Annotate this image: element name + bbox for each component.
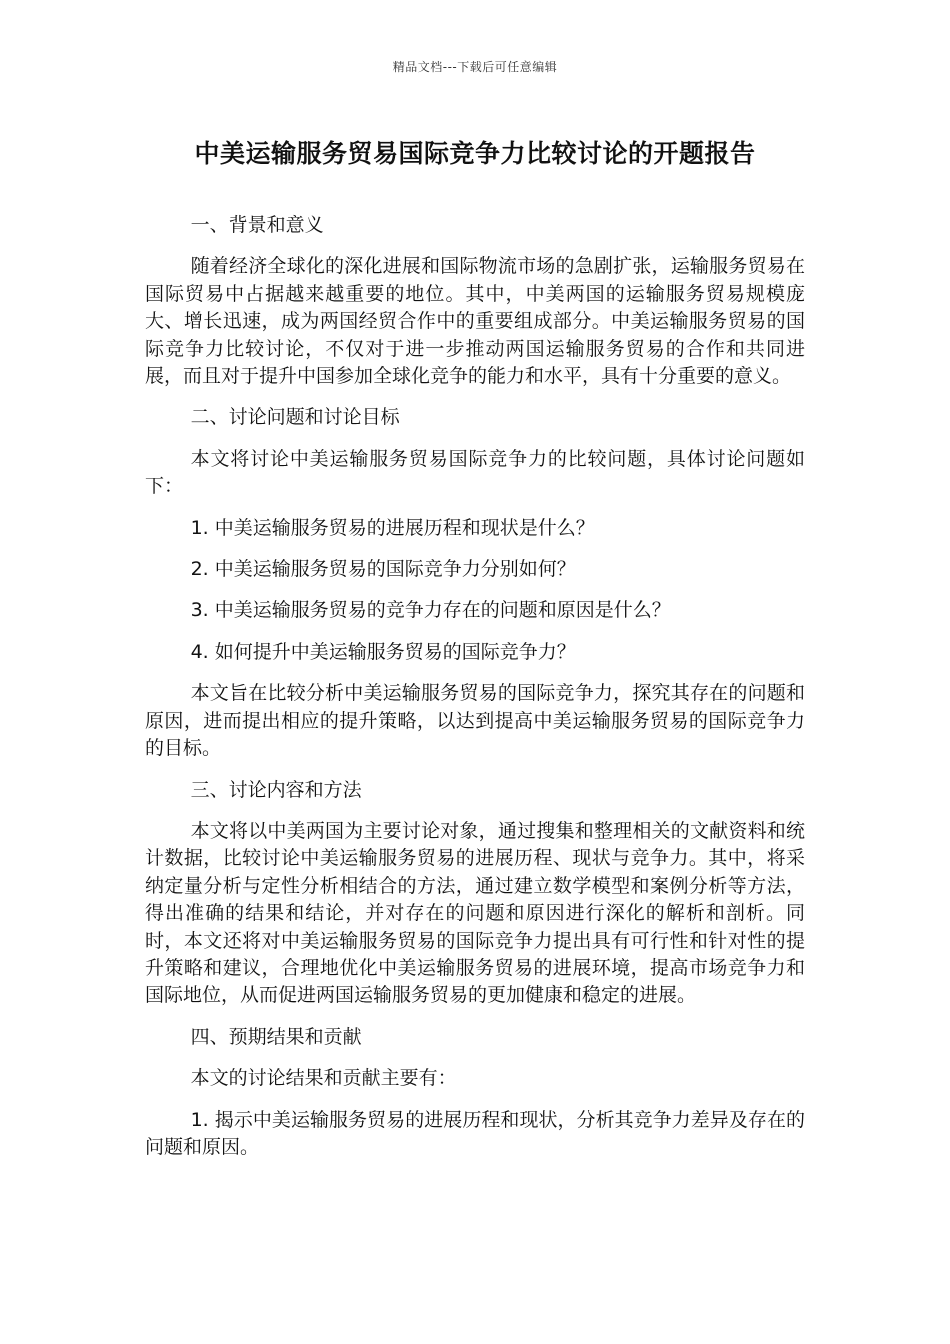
section-heading-results: 四、预期结果和贡献 [190, 1025, 362, 1048]
list-item-question-4: 4. 如何提升中美运输服务贸易的国际竞争力？ [190, 640, 576, 663]
paragraph-questions-intro: 本文将讨论中美运输服务贸易国际竞争力的比较问题，具体讨论问题如下： [145, 447, 805, 498]
list-item-question-2: 2. 中美运输服务贸易的国际竞争力分别如何？ [190, 558, 576, 581]
section-heading-questions: 二、讨论问题和讨论目标 [190, 406, 400, 429]
list-item-result-1: 1. 揭示中美运输服务贸易的进展历程和现状，分析其竞争力差异及存在的问题和原因。 [145, 1108, 805, 1158]
section-heading-background: 一、背景和意义 [190, 214, 324, 236]
document-title: 中美运输服务贸易国际竞争力比较讨论的开题报告 [194, 139, 756, 168]
section-heading-methods: 三、讨论内容和方法 [190, 778, 362, 801]
list-item-question-3: 3. 中美运输服务贸易的竞争力存在的问题和原因是什么？ [190, 599, 671, 622]
paragraph-results-intro: 本文的讨论结果和贡献主要有： [190, 1067, 457, 1090]
list-item-question-1: 1. 中美运输服务贸易的进展历程和现状是什么？ [190, 516, 595, 539]
paragraph-methods: 本文将以中美两国为主要讨论对象，通过搜集和整理相关的文献资料和统计数据，比较讨论中美运输服务贸易的进展历程、现状与竞争力。其中，将采纳定量分析与定性分析相结合的方法，通过建立数学模型和案例分析等方法，得出准确的结果和结论，并对存在的问题和原因进行深化的解析和剖析。同时，本文还将对中美运输服务贸易的国际竞争力提出具有可行性和针对性的提升策略和建议，合理地优化中美运输服务贸易的进展环境，提高市场竞争力和国际地位，从而促进两国运输服务贸易的更加健康和稳定的进展。 [145, 819, 805, 1007]
document-body [145, 212, 805, 1175]
paragraph-background: 随着经济全球化的深化进展和国际物流市场的急剧扩张，运输服务贸易在国际贸易中占据越来越重要的地位。其中，中美两国的运输服务贸易规模庞大、增长迅速，成为两国经贸合作中的重要组成部分。中美运输服务贸易的国际竞争力比较讨论，不仅对于进一步推动两国运输服务贸易的合作和共同进展，而且对于提升中国参加全球化竞争的能力和水平，具有十分重要的意义。 [145, 255, 805, 388]
paragraph-objective: 本文旨在比较分析中美运输服务贸易的国际竞争力，探究其存在的问题和原因，进而提出相应的提升策略，以达到提高中美运输服务贸易的国际竞争力的目标。 [145, 682, 805, 760]
header-note: 精品文档---下载后可任意编辑 [392, 60, 558, 74]
